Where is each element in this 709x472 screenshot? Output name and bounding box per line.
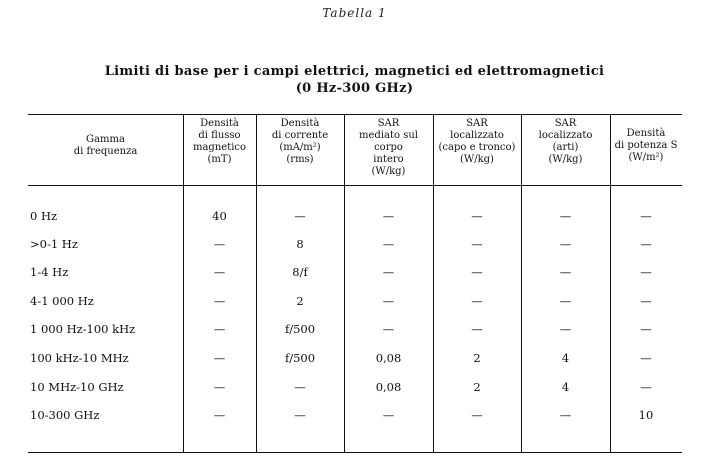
value-cell: —: [213, 351, 226, 365]
value-cell: 8/f: [292, 265, 308, 279]
table-row: [28, 348, 682, 368]
header-line: localizzato: [538, 130, 593, 141]
header-line: Densità: [200, 118, 239, 129]
header-line: (arti): [552, 142, 579, 153]
value-cell: 4: [561, 380, 570, 394]
header-line: (W/kg): [460, 154, 494, 165]
header-cell: [256, 118, 344, 166]
value-cell: 2: [296, 294, 304, 308]
value-cell: —: [471, 322, 483, 336]
value-cell: —: [213, 294, 226, 308]
header-line: Gamma: [86, 134, 125, 145]
frequency-range-cell: 10 MHz-10 GHz: [30, 380, 124, 394]
value-cell: —: [382, 265, 395, 279]
header-line: (capo e tronco): [438, 142, 516, 153]
frequency-range-cell: 1 000 Hz-100 kHz: [30, 322, 136, 336]
value-cell: —: [559, 294, 572, 308]
header-line: (W/kg): [548, 154, 583, 165]
header-line: Densità: [626, 128, 666, 139]
value-cell: —: [640, 322, 652, 336]
header-cell: [521, 118, 610, 166]
value-cell: —: [640, 237, 652, 251]
header-line: (rms): [286, 154, 314, 165]
value-cell: —: [471, 265, 483, 279]
value-cell: —: [559, 209, 572, 223]
header-line: (W/m²): [628, 152, 664, 163]
value-cell: 0,08: [375, 380, 402, 394]
value-cell: —: [382, 209, 395, 223]
header-cell: [344, 118, 433, 178]
header-line: SAR: [377, 118, 400, 129]
value-cell: 10: [638, 408, 654, 422]
table-caption: Tabella 1: [322, 6, 387, 20]
header-line: magnetico: [192, 142, 247, 153]
value-cell: —: [559, 237, 572, 251]
frequency-range-cell: 1-4 Hz: [30, 265, 69, 279]
value-cell: 4: [561, 351, 570, 365]
frequency-range-cell: 10-300 GHz: [30, 408, 100, 422]
frequency-range-cell: 4-1 000 Hz: [30, 294, 94, 308]
value-cell: —: [382, 322, 395, 336]
table-title-line-1: Limiti di base per i campi elettrici, magnetici ed elettromagnetici: [104, 64, 605, 79]
value-cell: —: [559, 265, 572, 279]
value-cell: —: [640, 265, 652, 279]
table-row: [28, 262, 682, 282]
value-cell: —: [213, 322, 226, 336]
value-cell: —: [471, 209, 483, 223]
table-header-rule: [28, 185, 682, 186]
header-line: di flusso: [198, 130, 241, 141]
header-line: mediato sul corpo: [359, 130, 418, 153]
header-cell: [433, 118, 521, 166]
value-cell: —: [559, 408, 572, 422]
value-cell: 2: [473, 380, 481, 394]
column-divider: [610, 115, 611, 452]
value-cell: 2: [473, 351, 481, 365]
value-cell: —: [471, 408, 483, 422]
frequency-range-cell: >0-1 Hz: [30, 237, 78, 251]
value-cell: —: [471, 237, 483, 251]
value-cell: —: [294, 209, 306, 223]
table-bottom-rule: [28, 452, 682, 453]
header-line: (mT): [207, 154, 232, 165]
header-line: di corrente: [271, 130, 329, 141]
header-line: SAR: [554, 118, 577, 129]
header-line: intero: [373, 154, 404, 165]
value-cell: —: [640, 380, 652, 394]
table-top-rule: [28, 114, 682, 115]
table-row: [28, 234, 682, 254]
value-cell: f/500: [284, 351, 316, 365]
header-cell: [28, 134, 183, 158]
value-cell: —: [213, 265, 226, 279]
table-title: [0, 63, 709, 97]
value-cell: —: [213, 380, 226, 394]
header-line: SAR: [466, 118, 488, 129]
table-row: [28, 377, 682, 397]
table-row: [28, 291, 682, 311]
table-row: [28, 206, 682, 226]
frequency-range-cell: 0 Hz: [30, 209, 58, 223]
value-cell: —: [294, 408, 306, 422]
frequency-range-cell: 100 kHz-10 MHz: [30, 351, 129, 365]
value-cell: f/500: [284, 322, 316, 336]
value-cell: —: [382, 294, 395, 308]
header-cell: [610, 128, 682, 164]
value-cell: 40: [212, 209, 227, 223]
value-cell: —: [213, 237, 226, 251]
value-cell: —: [213, 408, 226, 422]
value-cell: 8: [296, 237, 304, 251]
value-cell: —: [294, 380, 306, 394]
table-row: [28, 405, 682, 425]
header-line: localizzato: [450, 130, 504, 141]
table-row: [28, 319, 682, 339]
header-line: Densità: [280, 118, 320, 129]
value-cell: —: [471, 294, 483, 308]
value-cell: —: [640, 351, 652, 365]
value-cell: —: [640, 294, 652, 308]
value-cell: —: [382, 237, 395, 251]
header-line: (W/kg): [371, 166, 406, 177]
table-title-line-2: (0 Hz-300 GHz): [295, 81, 414, 96]
value-cell: —: [640, 209, 652, 223]
value-cell: 0,08: [375, 351, 402, 365]
header-cell: [183, 118, 256, 166]
value-cell: —: [559, 322, 572, 336]
header-line: di potenza S: [614, 140, 678, 151]
header-line: (mA/m²): [279, 142, 321, 153]
header-line: di frequenza: [73, 146, 138, 157]
value-cell: —: [382, 408, 395, 422]
